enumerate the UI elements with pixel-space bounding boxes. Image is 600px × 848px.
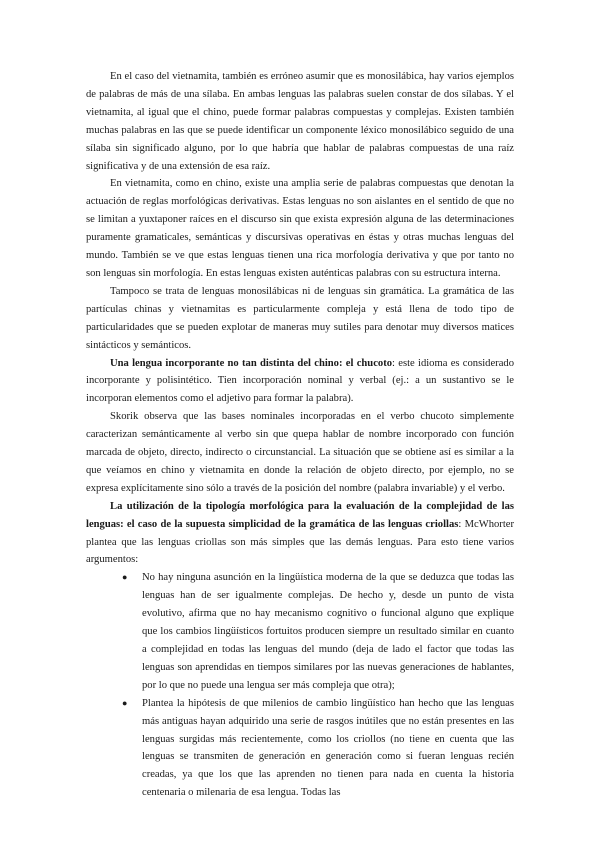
bullet-icon: ● bbox=[122, 572, 128, 583]
paragraph-creole bbox=[86, 498, 514, 570]
paragraph-grammar: Tampoco se trata de lenguas monosilábicas ni de lenguas sin gramática. La gramática de las partículas chinas y vietnamitas es particularmente compleja y está llena de todo tipo de particularidades que se pueden explotar de maneras muy sutiles para denotar muy diversos matices sintácticos y semánticos. bbox=[86, 285, 514, 351]
argument-list bbox=[86, 569, 514, 802]
paragraph-chukchi-text: : este idioma es considerado incorporante y polisintético. Tien incorporación nominal y verbal (ej.: a un sustantivo se le incorporan elementos como el adjetivo para formar la palabra). bbox=[86, 357, 514, 405]
document-page bbox=[86, 68, 514, 802]
list-item bbox=[122, 569, 514, 694]
list-item-text: No hay ninguna asunción en la lingüística moderna de la que se deduzca que todas las lenguas han de ser igualmente complejas. De hecho y, desde un punto de vista evolutivo, afirma que no hay mecanismo cognitivo o funcional alguno que explique que los cambios lingüísticos fortuitos producen siempre un resultado similar en cuanto a complejidad en todas las lenguas del mundo (deja de lado el factor que todas las lenguas son aprendidas en tiempos similares por las nuevas generaciones de hablantes, por lo que no puede una lengua ser más compleja que otra); bbox=[142, 572, 514, 691]
paragraph-chukchi bbox=[86, 355, 514, 409]
list-item bbox=[122, 695, 514, 802]
bullet-icon: ● bbox=[122, 697, 128, 708]
paragraph-compound-words: En vietnamita, como en chino, existe una amplia serie de palabras compuestas que denotan la actuación de reglas morfológicas derivativas. Estas lenguas no son aislantes en el sentido de que no se limitan a yuxtaponer raíces en el discurso sin que exista expresión alguna de las determinaciones puramente gramaticales, semánticas y discursivas operativas en éstas y otras muchas lenguas del mundo. También se ve que estas lenguas tienen una rica morfología derivativa y que por tanto no son lenguas sin morfología. En estas lenguas existen auténticas palabras con su estructura interna. bbox=[86, 178, 514, 279]
paragraph-skorik: Skorik observa que las bases nominales incorporadas en el verbo chucoto simplemente caracterizan semánticamente al verbo sin que quepa hablar de nombre incorporado con función marcada de objeto, directo, indirecto o circunstancial. La situación que se obtiene así es similar a la que veíamos en chino y vietnamita en donde la relación de objeto directo, por ejemplo, no se expresa explícitamente sino sólo a través de la posición del nombre (palabra invariable) y el verbo. bbox=[86, 411, 514, 494]
heading-chukchi: Una lengua incorporante no tan distinta del chino: el chucoto bbox=[110, 357, 393, 369]
list-item-text: Plantea la hipótesis de que milenios de cambio lingüístico han hecho que las lenguas más antiguas hayan adquirido una serie de rasgos inútiles que no están presentes en las lenguas surgidas más recientemente, como los criollos (no tiene en cuenta que las lenguas se transmiten de generación en generación como si fueran lenguas recién creadas, ya que los que las aprenden no tienen para nada en cuenta la historia centenaria o milenaria de esa lengua. Todas las bbox=[142, 697, 514, 799]
paragraph-vietnamese-syllables: En el caso del vietnamita, también es erróneo asumir que es monosilábica, hay varios ejemplos de palabras de más de una sílaba. En ambas lenguas las palabras suelen constar de dos sílabas. Y el vietnamita, al igual que el chino, puede formar palabras compuestas y complejas. Existen también muchas palabras en las que se puede identificar un componente léxico monosilábico seguido de una sílaba sin significado alguno, por lo que habría que hablar de palabras compuestas de una raíz significativa y de una extensión de esa raíz. bbox=[86, 71, 514, 172]
heading-creole: La utilización de la tipología morfológica para la evaluación de la complejidad de las lenguas: el caso de la supuesta simplicidad de la gramática de las lenguas criollas bbox=[86, 500, 514, 530]
paragraph-creole-text: : McWhorter plantea que las lenguas criollas son más simples que las demás lenguas. Para esto tiene varios argumentos: bbox=[86, 518, 514, 566]
